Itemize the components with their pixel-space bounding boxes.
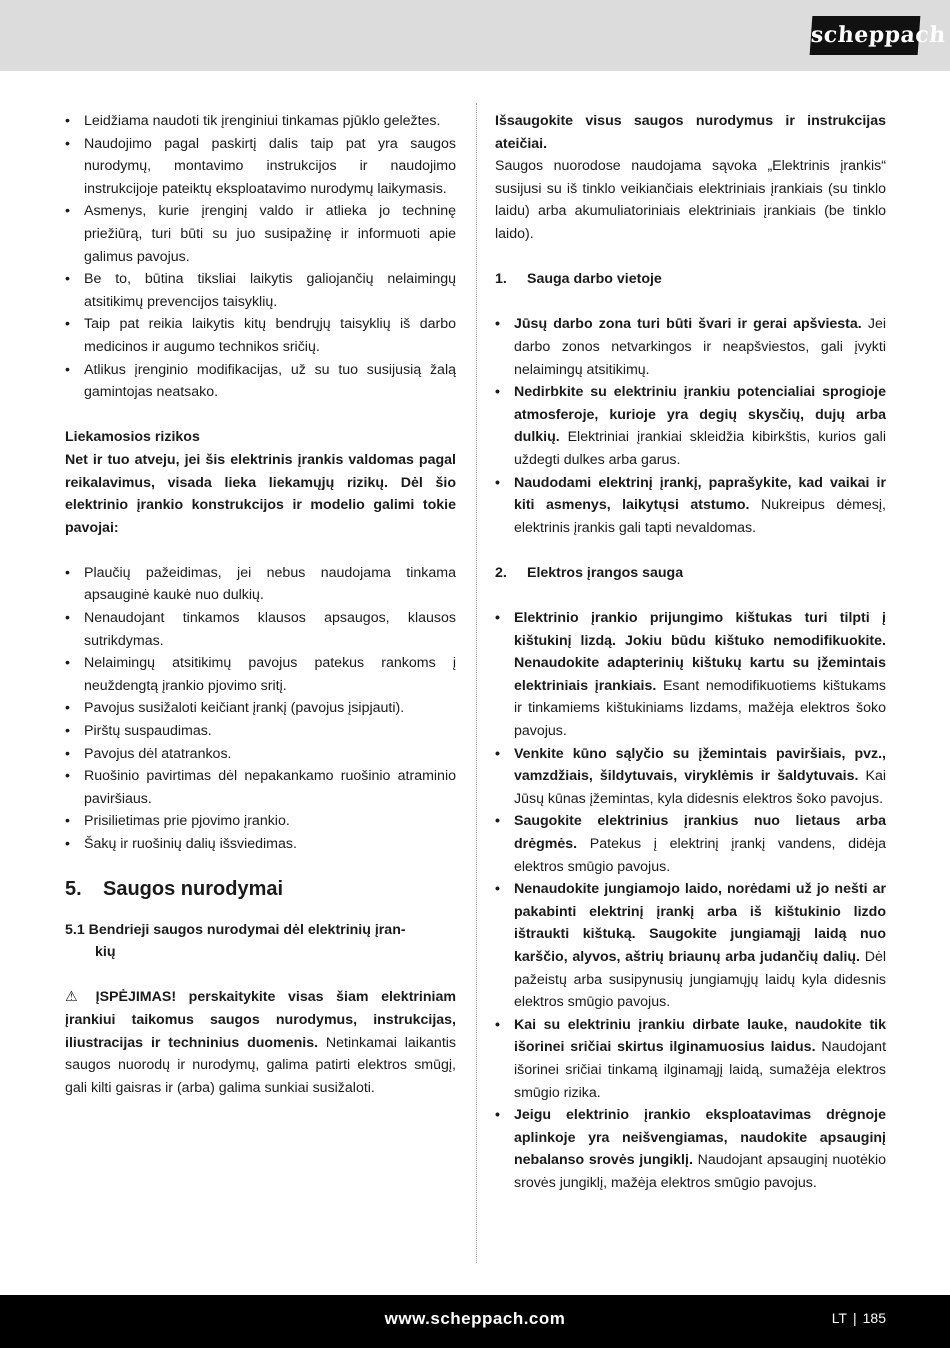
page-header: [0, 0, 950, 71]
intro-bold: Išsaugokite visus saugos nurodymus ir instrukcijas ateičiai.: [495, 113, 886, 152]
page-indicator: [832, 1310, 886, 1326]
page-separator: |: [853, 1310, 857, 1326]
page-number: 185: [862, 1310, 886, 1326]
section-number: 5.: [65, 877, 82, 900]
column-divider: [476, 103, 477, 1263]
list-item: • Jeigu elektrinio įrankio eksploatavimas drėgnoje aplinkoje yra neišvengiamas, naudokite apsauginį nebalanso srovės jungiklį. Naudojant apsauginį nuotėkio srovės jungiklį, mažėja elektros smūgio pavojus.: [495, 1104, 886, 1194]
heading-electrical-safety: [495, 562, 886, 585]
heading-number: 2.: [495, 564, 507, 581]
list-item: • Nenaudokite jungiamojo laido, norėdami už jo nešti ar pakabinti elektrinį įrankį arba iš kištukinio lizdo ištraukti kištuką. Saugokite jungiamąjį laidą nuo karščio, alyvos, aštrių briaunų arba judančių dalių. Dėl pažeistų arba susipynusių jungiamųjų laidų kyla didesnis elektros smūgio pavojus.: [495, 878, 886, 1014]
list-item: • Pavojus susižaloti keičiant įrankį (pavojus įsipjauti).: [65, 697, 456, 720]
subsection-title: [65, 919, 456, 964]
intro-text: Saugos nuorodose naudojama sąvoka „Elektrinis įrankis“ susijusi su iš tinklo veikiančiais elektriniais įrankiais (su tinklo laidu) arba akumuliatoriniais elektriniais įrankiais (be tinklo laido).: [495, 158, 886, 242]
list-item: • Venkite kūno sąlyčio su įžemintais paviršiais, pvz., vamzdžiais, šildytuvais, viryklėmis ir šaldytuvais. Kai Jūsų kūnas įžemintas, kyla didesnis elektros šoko pavojus.: [495, 743, 886, 811]
usage-rules-list: [65, 110, 456, 404]
residual-risks-intro: Net ir tuo atveju, jei šis elektrinis įrankis valdomas pagal reikalavimus, visada lieka liekamųjų rizikų. Dėl šio elektrinio įrankio konstrukcijos ir modelio galimi tokie pavojai:: [65, 451, 456, 536]
website-link[interactable]: www.scheppach.com: [384, 1309, 566, 1328]
list-item: • Nedirbkite su elektriniu įrankiu potencialiai sprogioje atmosferoje, kurioje yra degių skysčių, dujų arba dulkių. Elektriniai įrankiai skleidžia kibirkštis, kurios gali uždegti dulkes arba garus.: [495, 381, 886, 471]
list-item: • Pavojus dėl atatrankos.: [65, 743, 456, 766]
brand-logo: scheppach: [810, 16, 921, 55]
list-item: • Prisilietimas prie pjovimo įrankio.: [65, 810, 456, 833]
list-item: • Naudojimo pagal paskirtį dalis taip pat yra saugos nurodymų, montavimo instrukcijos ir naudojimo instrukcijoje pateiktų eksploatavimo nurodymų laikymasis.: [65, 133, 456, 201]
heading-text: Elektros įrangos sauga: [527, 564, 684, 581]
electrical-safety-list: [495, 607, 886, 1194]
list-item: • Leidžiama naudoti tik įrenginiui tinkamas pjūklo geležtes.: [65, 110, 456, 133]
list-item: • Jūsų darbo zona turi būti švari ir gerai apšviesta. Jei darbo zonos netvarkingos ir neapšviestos, gali įvykti nelaimingų atsitikimų.: [495, 313, 886, 381]
list-item: • Plaučių pažeidimas, jei nebus naudojama tinkama apsauginė kaukė nuo dulkių.: [65, 562, 456, 607]
residual-risks-list: [65, 562, 456, 856]
list-item: • Elektrinio įrankio prijungimo kištukas turi tilpti į kištukinį lizdą. Jokiu būdu kištuko nemodifikuokite. Nenaudokite adapterinių kištukų kartu su įžemintais elektriniais įrankiais. Esant nemodifikuotiems kištukams ir tinkamiems kištukiniams lizdams, mažėja elektros šoko pavojus.: [495, 607, 886, 743]
heading-number: 1.: [495, 271, 507, 288]
section-title: [65, 876, 456, 902]
list-item: • Ruošinio pavirtimas dėl nepakankamo ruošinio atraminio paviršiaus.: [65, 765, 456, 810]
list-item: • Saugokite elektrinius įrankius nuo lietaus arba drėgmės. Patekus į elektrinį įrankį vandens, didėja elektros smūgio pavojus.: [495, 810, 886, 878]
list-item: • Šakų ir ruošinių dalių išsviedimas.: [65, 833, 456, 856]
section-title-text: Saugos nurodymai: [103, 877, 284, 900]
list-item: • Nelaimingų atsitikimų pavojus patekus rankoms į neuždengtą įrankio pjovimo sritį.: [65, 652, 456, 697]
residual-risks-heading: Liekamosios rizikos: [65, 429, 200, 446]
heading-text: Sauga darbo vietoje: [527, 271, 662, 288]
list-item: • Taip pat reikia laikytis kitų bendrųjų taisyklių iš darbo medicinos ir augumo technikos sričių.: [65, 313, 456, 358]
left-column: [65, 110, 456, 1099]
warning-bold: ĮSPĖJIMAS! perskaitykite visas šiam elektriniam įrankiui taikomus saugos nurodymus, instrukcijas, iliustracijas ir techninius duomenis.: [65, 989, 456, 1051]
page-footer: [0, 1295, 950, 1348]
list-item: • Be to, būtina tiksliai laikytis galiojančių nelaimingų atsitikimų prevencijos taisyklių.: [65, 268, 456, 313]
heading-work-area-safety: [495, 268, 886, 291]
list-item: • Naudodami elektrinį įrankį, paprašykite, kad vaikai ir kiti asmenys, laikytųsi atstumo. Nukreipus dėmesį, elektrinis įrankis gali tapti nevaldomas.: [495, 472, 886, 540]
subsection-title-line2: kių: [95, 944, 116, 961]
list-item: • Atlikus įrenginio modifikacijas, už su tuo susijusią žalą gamintojas neatsako.: [65, 359, 456, 404]
list-item: • Asmenys, kurie įrenginį valdo ir atlieka jo techninę priežiūrą, turi būti su juo susipažinę ir informuoti apie galimus pavojus.: [65, 200, 456, 268]
work-area-safety-list: [495, 313, 886, 539]
list-item: • Nenaudojant tinkamos klausos apsaugos, klausos sutrikdymas.: [65, 607, 456, 652]
list-item: • Pirštų suspaudimas.: [65, 720, 456, 743]
language-code: LT: [831, 1310, 847, 1326]
subsection-title-line1: 5.1 Bendrieji saugos nurodymai dėl elektrinių įran-: [65, 921, 406, 938]
warning-text: Netinkamai laikantis saugos nuorodų ir nurodymų, galima patirti elektros smūgį, gali kilti gaisras ir (arba) galima sunkiai susižaloti.: [65, 1034, 457, 1096]
right-column: [495, 110, 886, 1195]
warning-paragraph: [65, 986, 456, 1099]
list-item: • Kai su elektriniu įrankiu dirbate lauke, naudokite tik išorinei sričiai skirtus ilginamuosius laidus. Naudojant išorinei sričiai tinkamą ilginamąjį laidą, sumažėja elektros smūgio rizika.: [495, 1014, 886, 1104]
warning-icon: ⚠: [65, 989, 78, 1006]
